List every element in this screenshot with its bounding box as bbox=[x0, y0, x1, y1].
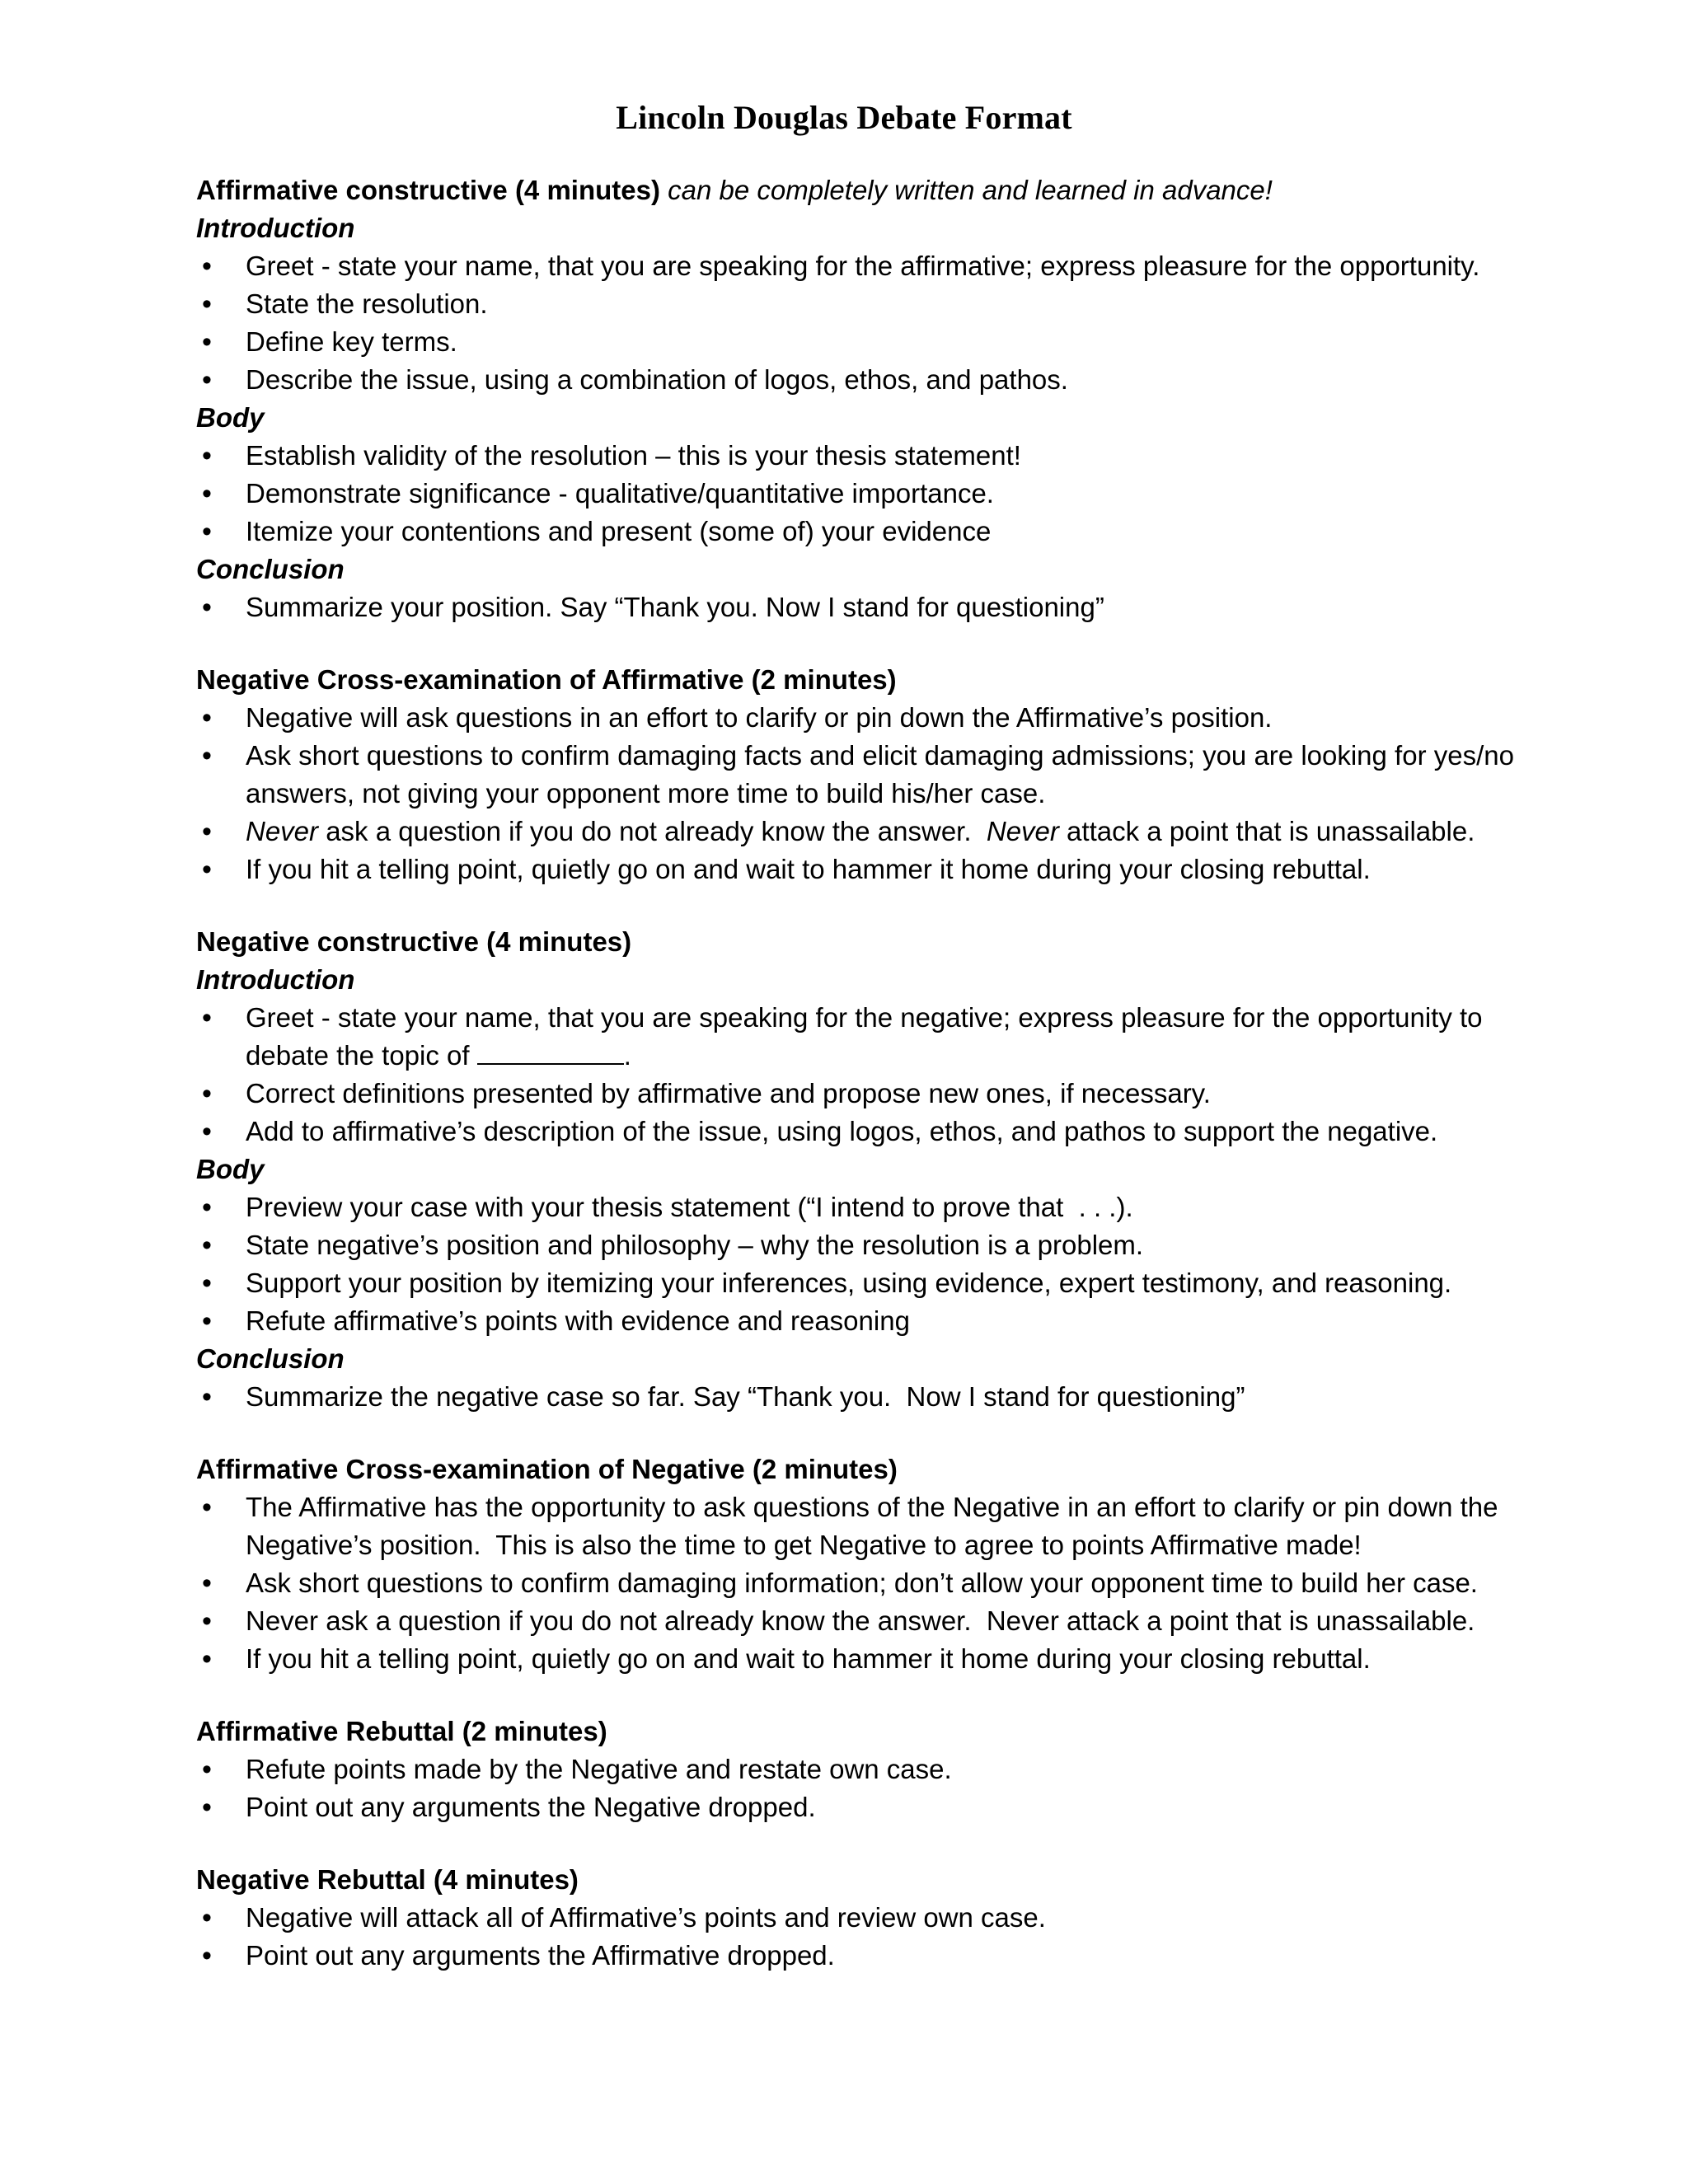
list-item-text: The Affirmative has the opportunity to ask questions of the Negative in an effort to clarify or pin down the Negative’s position. This is also the time to get Negative to agree to points Affirmative made! bbox=[246, 1492, 1506, 1560]
bullet-icon bbox=[199, 1564, 215, 1602]
list-item bbox=[196, 323, 1548, 361]
section-affirmative-cross-examination bbox=[196, 1451, 1548, 1678]
list-item-text: Negative will attack all of Affirmative’s points and review own case. bbox=[246, 1902, 1046, 1933]
bullet-icon bbox=[199, 1750, 215, 1788]
section-affirmative-constructive bbox=[196, 171, 1548, 626]
heading-note: can be completely written and learned in advance! bbox=[668, 175, 1273, 205]
fill-in-blank bbox=[477, 1038, 624, 1065]
emphasis-never: Never bbox=[246, 816, 319, 846]
list-item bbox=[196, 513, 1548, 551]
section-negative-rebuttal bbox=[196, 1861, 1548, 1975]
list-item bbox=[196, 1788, 1548, 1826]
bullet-list bbox=[196, 1378, 1548, 1416]
bullet-list bbox=[196, 1488, 1548, 1678]
list-item-text-part: ask a question if you do not already know the answer. bbox=[318, 816, 987, 846]
list-item bbox=[196, 1188, 1548, 1226]
list-item bbox=[196, 1302, 1548, 1340]
list-item-text: Negative will ask questions in an effort to clarify or pin down the Affirmative’s position. bbox=[246, 702, 1273, 733]
section-heading: Negative Rebuttal (4 minutes) bbox=[196, 1864, 579, 1895]
bullet-list bbox=[196, 247, 1548, 399]
list-item-text: Point out any arguments the Negative dropped. bbox=[246, 1792, 816, 1822]
list-item-text: Support your position by itemizing your inferences, using evidence, expert testimony, and reasoning. bbox=[246, 1268, 1452, 1298]
list-item bbox=[196, 588, 1548, 626]
list-item-text: Refute affirmative’s points with evidence and reasoning bbox=[246, 1305, 910, 1336]
bullet-icon bbox=[199, 999, 215, 1037]
subheading-body: Body bbox=[196, 402, 265, 433]
list-item-text: Define key terms. bbox=[246, 326, 457, 357]
subheading-conclusion: Conclusion bbox=[196, 1343, 345, 1374]
bullet-list bbox=[196, 1899, 1548, 1975]
list-item bbox=[196, 1075, 1548, 1113]
list-item bbox=[196, 851, 1548, 888]
bullet-icon bbox=[199, 1899, 215, 1937]
bullet-icon bbox=[199, 437, 215, 475]
list-item-text: State the resolution. bbox=[246, 288, 488, 319]
list-item bbox=[196, 1899, 1548, 1937]
section-heading bbox=[196, 171, 1548, 209]
list-item-text-part: Greet - state your name, that you are speaking for the negative; express pleasure for the opportunity to debate the topic of bbox=[246, 1002, 1483, 1071]
section-affirmative-rebuttal bbox=[196, 1713, 1548, 1826]
bullet-icon bbox=[199, 737, 215, 775]
bullet-icon bbox=[199, 475, 215, 513]
bullet-icon bbox=[199, 1075, 215, 1113]
list-item bbox=[196, 361, 1548, 399]
bullet-icon bbox=[199, 1226, 215, 1264]
list-item bbox=[196, 1264, 1548, 1302]
bullet-icon bbox=[199, 1937, 215, 1975]
list-item-text: Point out any arguments the Affirmative dropped. bbox=[246, 1940, 835, 1971]
list-item bbox=[196, 737, 1548, 813]
list-item-text: If you hit a telling point, quietly go on and wait to hammer it home during your closing rebuttal. bbox=[246, 854, 1371, 884]
list-item-text bbox=[246, 1002, 1483, 1071]
document-title: Lincoln Douglas Debate Format bbox=[616, 99, 1072, 136]
list-item bbox=[196, 247, 1548, 285]
list-item-text: Summarize your position. Say “Thank you. Now I stand for questioning” bbox=[246, 592, 1104, 622]
bullet-icon bbox=[199, 699, 215, 737]
list-item-text: Demonstrate significance - qualitative/quantitative importance. bbox=[246, 478, 994, 509]
list-item-text-part: attack a point that is unassailable. bbox=[1058, 816, 1475, 846]
list-item bbox=[196, 1488, 1548, 1564]
bullet-list bbox=[196, 999, 1548, 1151]
list-item bbox=[196, 437, 1548, 475]
list-item-text: Add to affirmative’s description of the issue, using logos, ethos, and pathos to support the negative. bbox=[246, 1116, 1438, 1146]
bullet-icon bbox=[199, 1188, 215, 1226]
list-item-text: Never ask a question if you do not already know the answer. Never attack a point that is unassailable. bbox=[246, 1605, 1475, 1636]
heading-text: Affirmative constructive (4 minutes) bbox=[196, 175, 660, 205]
bullet-icon bbox=[199, 1788, 215, 1826]
bullet-icon bbox=[199, 1488, 215, 1526]
bullet-icon bbox=[199, 813, 215, 851]
list-item-text: Describe the issue, using a combination of logos, ethos, and pathos. bbox=[246, 364, 1068, 395]
bullet-list bbox=[196, 437, 1548, 551]
bullet-list bbox=[196, 1750, 1548, 1826]
bullet-list bbox=[196, 588, 1548, 626]
emphasis-never: Never bbox=[986, 816, 1059, 846]
list-item bbox=[196, 1113, 1548, 1151]
subheading-introduction: Introduction bbox=[196, 213, 355, 243]
list-item-text: Establish validity of the resolution – this is your thesis statement! bbox=[246, 440, 1021, 471]
list-item-text bbox=[246, 816, 1475, 846]
bullet-icon bbox=[199, 1264, 215, 1302]
document-content bbox=[196, 171, 1548, 2009]
section-heading: Affirmative Rebuttal (2 minutes) bbox=[196, 1716, 607, 1746]
list-item-text: Ask short questions to confirm damaging facts and elicit damaging admissions; you are looking for yes/no answers, not giving your opponent more time to build his/her case. bbox=[246, 740, 1514, 808]
list-item bbox=[196, 1564, 1548, 1602]
list-item bbox=[196, 1640, 1548, 1678]
section-negative-constructive bbox=[196, 923, 1548, 1416]
bullet-list bbox=[196, 699, 1548, 888]
bullet-list bbox=[196, 1188, 1548, 1340]
bullet-icon bbox=[199, 1602, 215, 1640]
section-heading: Affirmative Cross-examination of Negative (2 minutes) bbox=[196, 1454, 898, 1484]
bullet-icon bbox=[199, 1302, 215, 1340]
bullet-icon bbox=[199, 323, 215, 361]
list-item bbox=[196, 699, 1548, 737]
list-item-text: Correct definitions presented by affirmative and propose new ones, if necessary. bbox=[246, 1078, 1211, 1108]
section-heading: Negative Cross-examination of Affirmative (2 minutes) bbox=[196, 664, 897, 695]
list-item-text-part: . bbox=[623, 1040, 631, 1071]
bullet-icon bbox=[199, 285, 215, 323]
list-item-text: Itemize your contentions and present (some of) your evidence bbox=[246, 516, 992, 546]
bullet-icon bbox=[199, 851, 215, 888]
list-item bbox=[196, 1750, 1548, 1788]
subheading-conclusion: Conclusion bbox=[196, 554, 345, 584]
list-item bbox=[196, 285, 1548, 323]
bullet-icon bbox=[199, 361, 215, 399]
bullet-icon bbox=[199, 247, 215, 285]
bullet-icon bbox=[199, 513, 215, 551]
bullet-icon bbox=[199, 1378, 215, 1416]
bullet-icon bbox=[199, 1113, 215, 1151]
subheading-body: Body bbox=[196, 1154, 265, 1184]
list-item-text: Summarize the negative case so far. Say “Thank you. Now I stand for questioning” bbox=[246, 1381, 1245, 1412]
subheading-introduction: Introduction bbox=[196, 964, 355, 995]
list-item-text: Refute points made by the Negative and restate own case. bbox=[246, 1754, 952, 1784]
list-item bbox=[196, 1378, 1548, 1416]
bullet-icon bbox=[199, 1640, 215, 1678]
list-item bbox=[196, 1602, 1548, 1640]
list-item bbox=[196, 813, 1548, 851]
section-heading: Negative constructive (4 minutes) bbox=[196, 926, 632, 957]
list-item-text: Preview your case with your thesis statement (“I intend to prove that . . .). bbox=[246, 1192, 1133, 1222]
bullet-icon bbox=[199, 588, 215, 626]
list-item-text: If you hit a telling point, quietly go on and wait to hammer it home during your closing rebuttal. bbox=[246, 1643, 1371, 1674]
list-item bbox=[196, 999, 1548, 1075]
list-item bbox=[196, 1937, 1548, 1975]
list-item-text: Ask short questions to confirm damaging information; don’t allow your opponent time to build her case. bbox=[246, 1568, 1478, 1598]
list-item-text: State negative’s position and philosophy – why the resolution is a problem. bbox=[246, 1230, 1144, 1260]
list-item bbox=[196, 1226, 1548, 1264]
list-item bbox=[196, 475, 1548, 513]
list-item-text: Greet - state your name, that you are speaking for the affirmative; express pleasure for the opportunity. bbox=[246, 251, 1480, 281]
section-negative-cross-examination bbox=[196, 661, 1548, 888]
